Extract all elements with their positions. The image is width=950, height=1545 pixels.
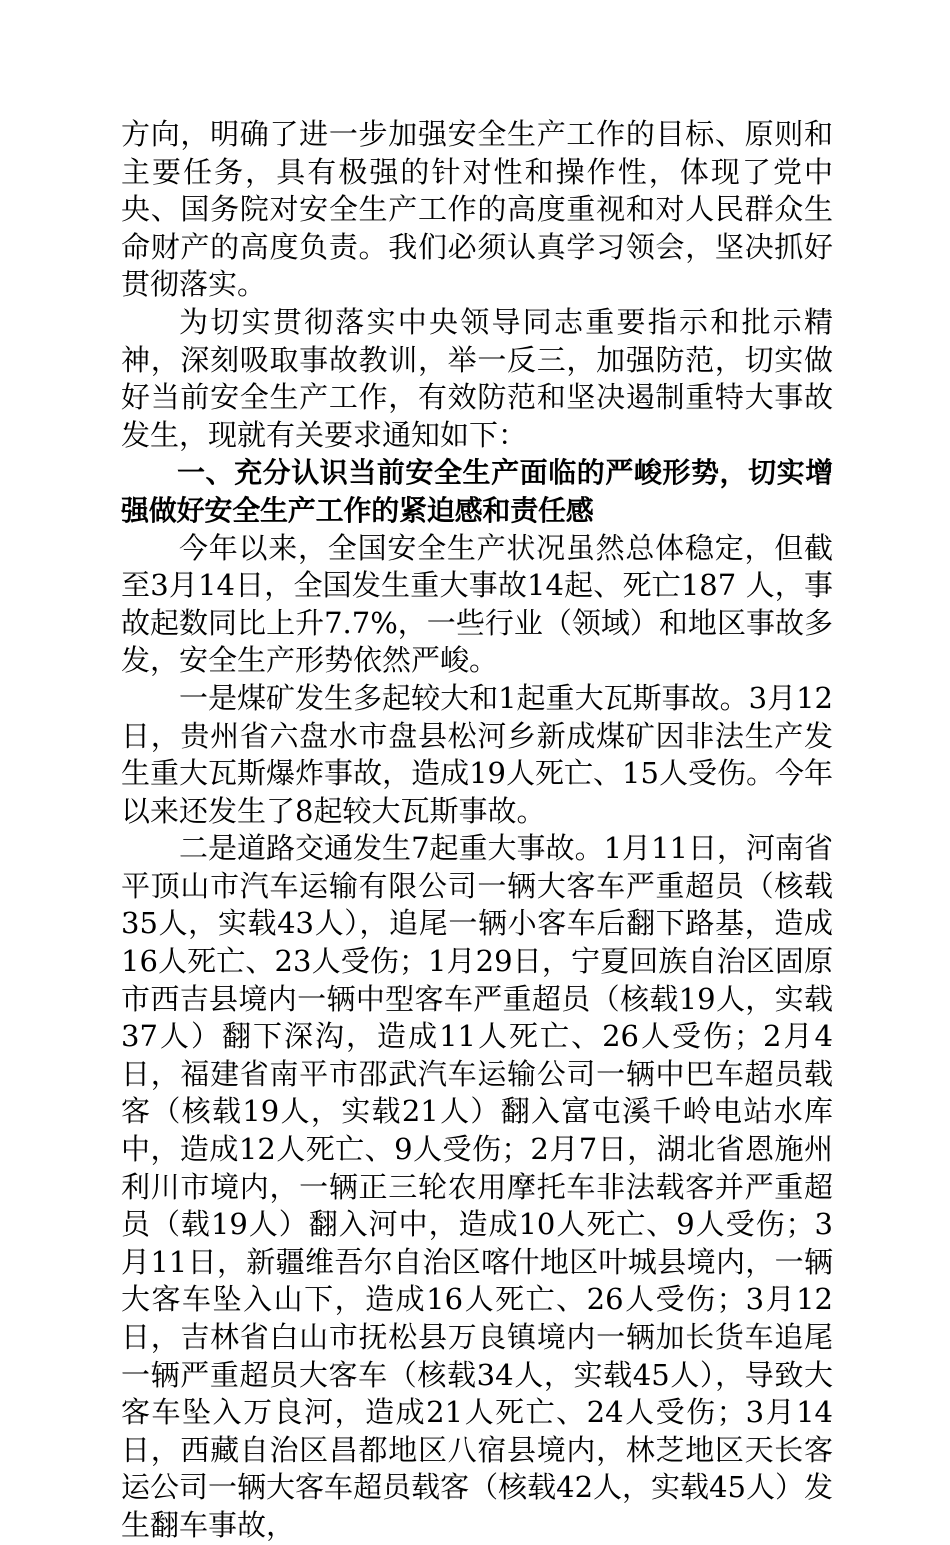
paragraph-notice-purpose: 为切实贯彻落实中央领导同志重要指示和批示精神，深刻吸取事故教训，举一反三，加强防范，切实做好当前安全生产工作，有效防范和坚决遏制重特大事故发生，现就有关要求通知如下： bbox=[121, 304, 833, 452]
paragraph-coal-mine-accidents: 一是煤矿发生多起较大和1起重大瓦斯事故。3月12日，贵州省六盘水市盘县松河乡新成煤矿因非法生产发生重大瓦斯爆炸事故，造成19人死亡、15人受伤。今年以来还发生了8起较大瓦斯事故。 bbox=[121, 680, 833, 828]
paragraph-situation-overview: 今年以来，全国安全生产状况虽然总体稳定，但截至3月14日，全国发生重大事故14起、死亡187 人，事故起数同比上升7.7%，一些行业（领域）和地区事故多发，安全生产形势依然严峻。 bbox=[121, 530, 833, 678]
section-heading-1: 一、充分认识当前安全生产面临的严峻形势，切实增强做好安全生产工作的紧迫感和责任感 bbox=[121, 456, 833, 527]
paragraph-road-traffic-accidents: 二是道路交通发生7起重大事故。1月11日，河南省平顶山市汽车运输有限公司一辆大客车严重超员（核载35人，实载43人），追尾一辆小客车后翻下路基，造成16人死亡、23人受伤；1月29日，宁夏回族自治区固原市西吉县境内一辆中型客车严重超员（核载19人，实载37人）翻下深沟，造成11人死亡、26人受伤；2月4日，福建省南平市邵武汽车运输公司一辆中巴车超员载客（核载19人，实载21人）翻入富屯溪千岭电站水库中，造成12人死亡、9人受伤；2月7日，湖北省恩施州利川市境内，一辆正三轮农用摩托车非法载客并严重超员（载19人）翻入河中，造成10人死亡、9人受伤；3月11日，新疆维吾尔自治区喀什地区叶城县境内，一辆大客车坠入山下，造成16人死亡、26人受伤；3月12日，吉林省白山市抚松县万良镇境内一辆加长货车追尾一辆严重超员大客车（核载34人，实载45人），导致大客车坠入万良河，造成21人死亡、24人受伤；3月14日，西藏自治区昌都地区八宿县境内，林芝地区天长客运公司一辆大客车超员载客（核载42人，实载45人）发生翻车事故， bbox=[121, 831, 833, 1542]
document-page bbox=[121, 116, 833, 1545]
paragraph-intro-continuation: 方向，明确了进一步加强安全生产工作的目标、原则和主要任务，具有极强的针对性和操作性，体现了党中央、国务院对安全生产工作的高度重视和对人民群众生命财产的高度负责。我们必须认真学习领会，坚决抓好贯彻落实。 bbox=[121, 117, 833, 302]
